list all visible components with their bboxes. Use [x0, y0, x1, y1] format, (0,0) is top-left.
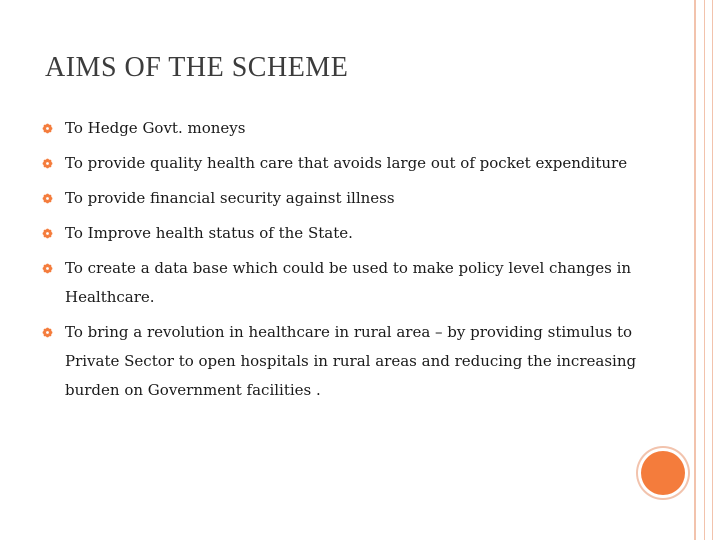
sun-flower-icon: [42, 158, 53, 169]
sun-flower-icon: [42, 327, 53, 338]
bullet-text: To bring a revolution in healthcare in rural area – by providing stimulus to Private Sector to open hospitals in rural areas and reducing the increasing burden on Government facilities .: [65, 323, 637, 399]
bullet-text: To Improve health status of the State.: [65, 224, 353, 242]
slide-title: AIMS OF THE SCHEME: [45, 52, 349, 83]
sun-flower-icon: [42, 193, 53, 204]
bullet-item: [42, 114, 687, 143]
decorative-frame-line: [712, 0, 713, 540]
bullet-text: To provide quality health care that avoids large out of pocket expenditure: [65, 154, 628, 172]
sun-flower-icon: [42, 123, 53, 134]
bullet-text: To provide financial security against illness: [65, 189, 395, 207]
decorative-frame-line: [704, 0, 705, 540]
bullet-list: [42, 114, 687, 411]
bullet-item: [42, 184, 687, 213]
decorative-frame-line: [694, 0, 696, 540]
bullet-item: [42, 254, 687, 312]
bullet-item: [42, 219, 687, 248]
bullet-text: To Hedge Govt. moneys: [65, 119, 246, 137]
decorative-circle: [641, 451, 685, 495]
sun-flower-icon: [42, 228, 53, 239]
bullet-item: [42, 318, 687, 405]
sun-flower-icon: [42, 263, 53, 274]
bullet-item: [42, 149, 687, 178]
bullet-text: To create a data base which could be used to make policy level changes in Healthcare.: [65, 259, 632, 306]
